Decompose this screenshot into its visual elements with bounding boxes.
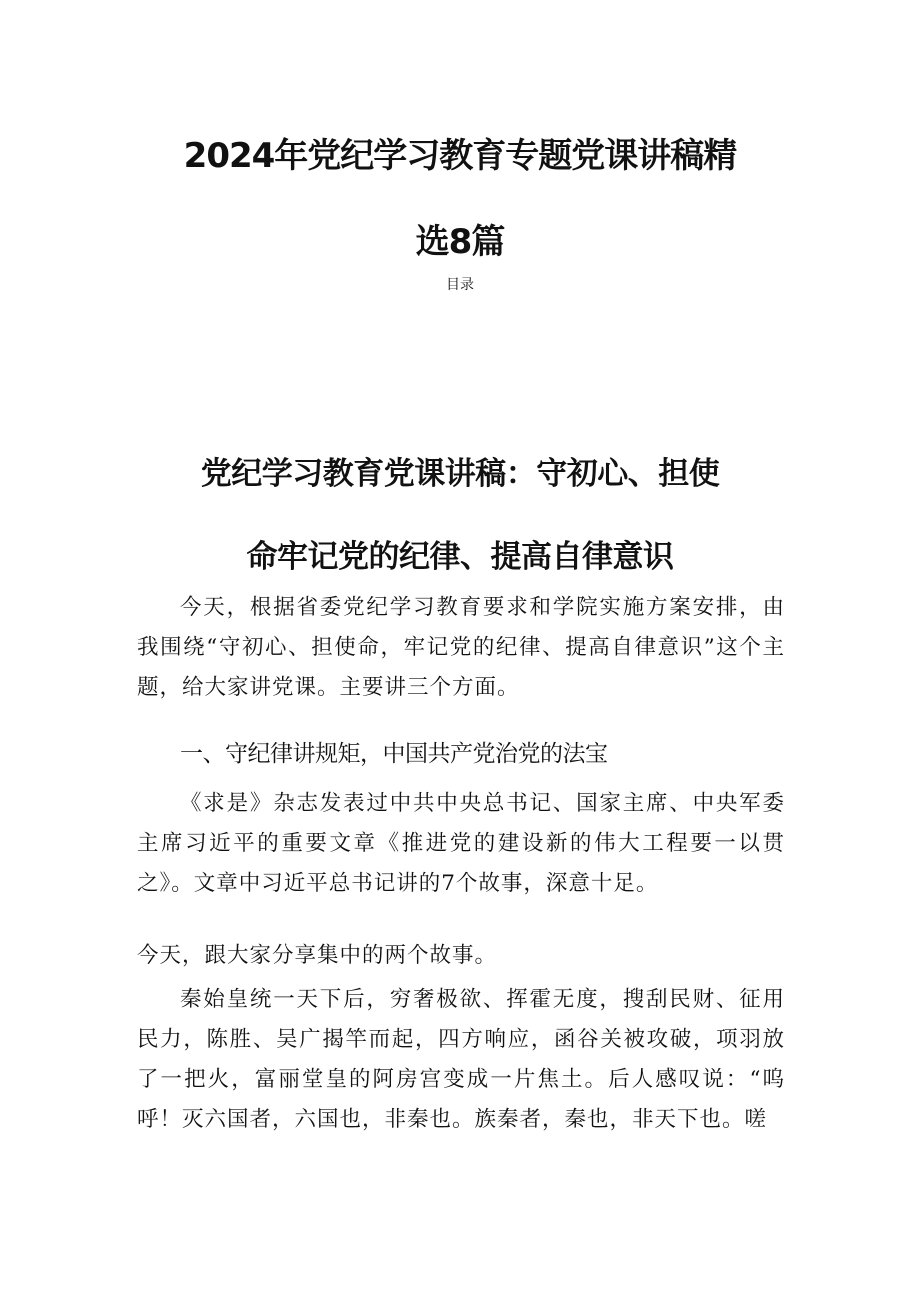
section-title-line1: 党纪学习教育党课讲稿：守初心、担使 [200, 456, 720, 492]
toc-label: 目录 [446, 277, 474, 293]
paragraph-2: 《求是》杂志发表过中共中央总书记、国家主席、中央军委主席习近平的重要文章《推进党的建设新的伟大工程要一以贯之》。文章中习近平总书记讲的7个故事，深意十足。 [137, 791, 785, 896]
subheading-1: 一、守纪律讲规矩，中国共产党治党的法宝 [180, 741, 608, 767]
section-title-line2: 命牢记党的纪律、提高自律意识 [246, 539, 674, 575]
document-title-line1: 2024年党纪学习教育专题党课讲稿精 [183, 136, 737, 176]
paragraph-4: 秦始皇统一天下后，穷奢极欲、挥霍无度，搜刮民财、征用民力，陈胜、吴广揭竿而起，四方响应，函谷关被攻破，项羽放了一把火，富丽堂皇的阿房宫变成一片焦土。后人感叹说：“呜呼！灭六国者，六国也，非秦也。族秦者，秦也，非天下也。嗟 [137, 987, 785, 1132]
paragraph-3: 今天，跟大家分享集中的两个故事。 [137, 943, 498, 968]
intro-paragraph: 今天，根据省委党纪学习教育要求和学院实施方案安排，由我围绕“守初心、担使命，牢记党的纪律、提高自律意识”这个主题，给大家讲党课。主要讲三个方面。 [137, 595, 785, 700]
document-title-line2: 选8篇 [415, 222, 505, 262]
